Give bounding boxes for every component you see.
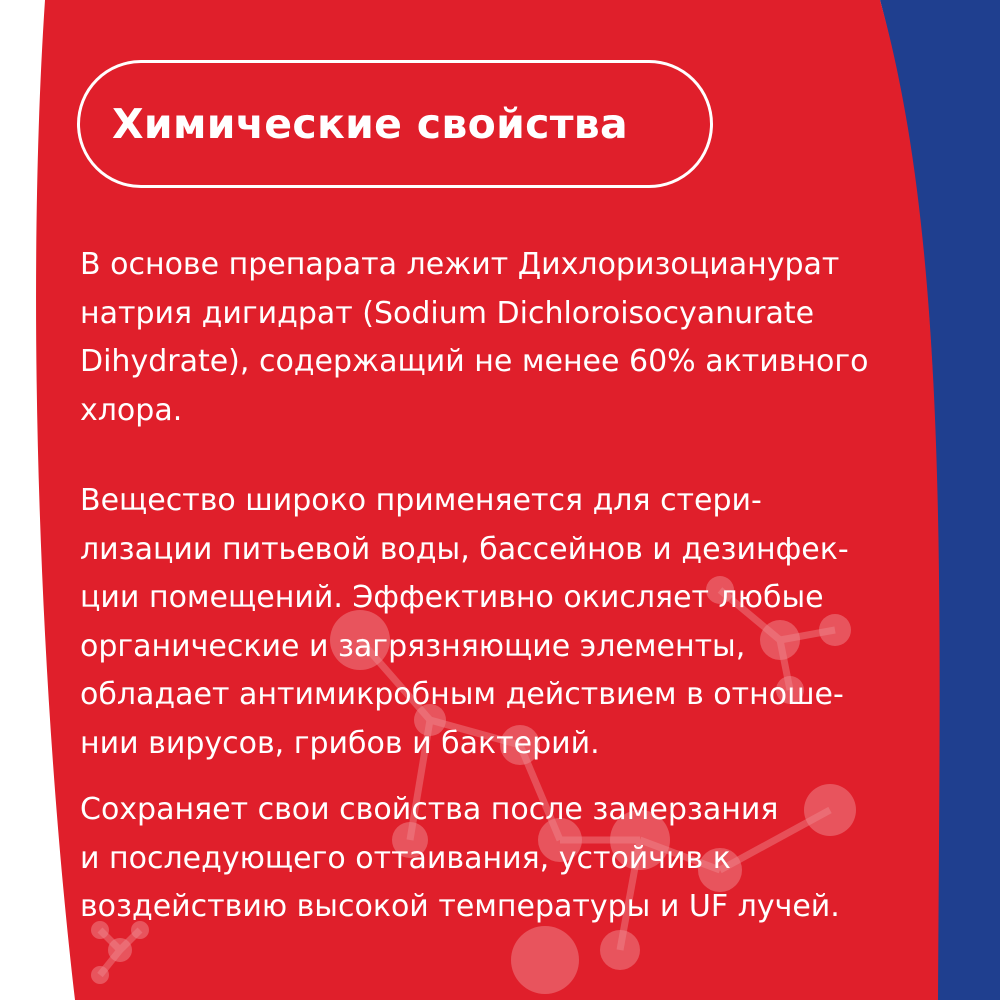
text-line: Сохраняет свои свойства после замерзания xyxy=(80,792,779,827)
text-line: Dihydrate), содержащий не менее 60% активного xyxy=(80,344,869,379)
title-pill xyxy=(77,60,713,188)
text-line: хлора. xyxy=(80,392,183,428)
text-line: и последующего оттаивания, устойчив к xyxy=(80,840,731,876)
text-line: обладает антимикробным действием в отноше- xyxy=(80,677,844,712)
text-line: воздействию высокой температуры и UF лучей. xyxy=(80,889,840,924)
paragraph-stability xyxy=(80,786,980,932)
page-title: Химические свойства xyxy=(112,100,628,148)
text-line: нии вирусов, грибов и бактерий. xyxy=(80,725,600,761)
text-line: лизации питьевой воды, бассейнов и дезинфек- xyxy=(80,531,849,567)
text-line: натрия дигидрат (Sodium Dichloroisocyanurate xyxy=(80,295,815,331)
text-line: В основе препарата лежит Дихлоризоцианурат xyxy=(80,247,840,282)
text-line: ции помещений. Эффективно окисляет любые xyxy=(80,580,824,615)
text-line: органические и загрязняющие элементы, xyxy=(80,628,746,664)
paragraph-composition xyxy=(80,241,980,435)
text-line: Вещество широко применяется для стери- xyxy=(80,483,762,518)
paragraph-usage xyxy=(80,477,980,768)
